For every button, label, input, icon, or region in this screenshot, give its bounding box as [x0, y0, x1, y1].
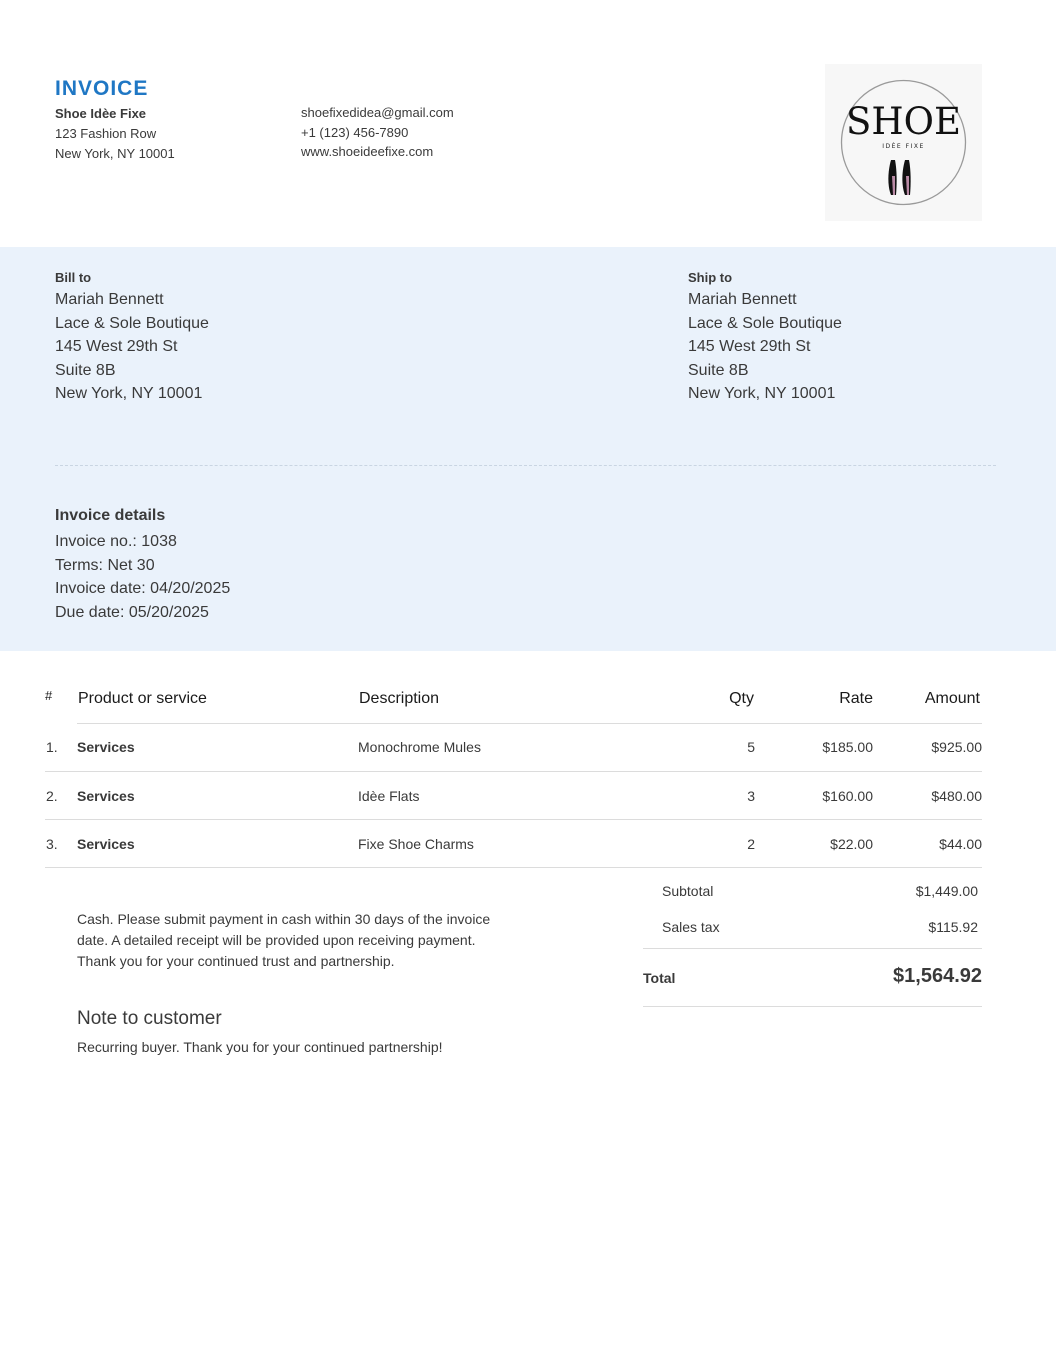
row-rate: $160.00 — [822, 788, 873, 804]
row-description: Fixe Shoe Charms — [358, 836, 474, 852]
total-value: $1,564.92 — [893, 965, 982, 987]
bill-to-block — [55, 270, 209, 406]
company-email: shoefixedidea@gmail.com — [301, 105, 454, 120]
total-top-rule — [643, 948, 982, 949]
column-header-description: Description — [359, 690, 440, 707]
company-logo — [825, 64, 982, 221]
bill-to-line: Suite 8B — [55, 361, 116, 379]
ship-to-label: Ship to — [688, 270, 733, 285]
column-header-amount: Amount — [924, 690, 980, 707]
row-amount: $925.00 — [931, 739, 982, 755]
logo-graphic — [825, 64, 982, 221]
heels-icon — [888, 160, 910, 195]
note-to-customer-text: Recurring buyer. Thank you for your continued partnership! — [77, 1039, 443, 1055]
row-rate: $185.00 — [822, 739, 873, 755]
header-rule — [77, 723, 982, 724]
row-rule — [45, 771, 982, 772]
row-description: Idèe Flats — [358, 788, 420, 804]
invoice-date: Invoice date: 04/20/2025 — [55, 580, 231, 597]
bill-to-line: Lace & Sole Boutique — [55, 314, 209, 332]
row-number: 2. — [46, 788, 58, 804]
dashed-divider — [55, 465, 996, 466]
row-amount: $44.00 — [939, 836, 982, 852]
row-description: Monochrome Mules — [358, 739, 481, 755]
bill-to-line: Mariah Bennett — [55, 291, 164, 308]
invoice-terms: Terms: Net 30 — [55, 556, 155, 574]
payment-memo: Cash. Please submit payment in cash within 30 days of the invoice date. A detailed receipt will be provided upon receiving payment. Thank you for your continued trust and partnership. — [77, 911, 491, 969]
sales-tax-value: $115.92 — [928, 919, 978, 935]
column-header-number: # — [45, 688, 53, 703]
row-product: Services — [77, 739, 135, 755]
company-website: www.shoeideefixe.com — [301, 144, 434, 159]
company-phone: +1 (123) 456-7890 — [301, 124, 409, 140]
invoice-title: INVOICE — [55, 77, 149, 100]
logo-subtext: IDÈE FIXE — [882, 143, 925, 150]
subtotal-value: $1,449.00 — [915, 883, 978, 899]
row-qty: 2 — [747, 836, 755, 852]
subtotal-label: Subtotal — [662, 883, 714, 899]
ship-to-block — [688, 270, 842, 406]
column-header-rate: Rate — [839, 690, 873, 707]
ship-to-line: New York, NY 10001 — [688, 385, 836, 402]
column-header-qty: Qty — [729, 690, 754, 707]
ship-to-line: 145 West 29th St — [688, 338, 811, 355]
row-number: 3. — [46, 836, 58, 852]
logo-text: SHOE — [846, 100, 961, 143]
total-label: Total — [643, 970, 676, 986]
company-name: Shoe Idèe Fixe — [55, 106, 147, 121]
company-address-line2: New York, NY 10001 — [55, 145, 175, 161]
due-date: Due date: 05/20/2025 — [55, 603, 209, 621]
row-product: Services — [77, 788, 135, 804]
bill-to-line: New York, NY 10001 — [55, 385, 203, 402]
company-address-line1: 123 Fashion Row — [55, 126, 157, 141]
column-header-product: Product or service — [78, 690, 207, 707]
row-rate: $22.00 — [830, 836, 873, 852]
bill-to-label: Bill to — [55, 270, 92, 285]
row-qty: 3 — [747, 788, 755, 804]
company-contact — [301, 103, 454, 162]
ship-to-line: Mariah Bennett — [688, 291, 797, 308]
table-bottom-rule — [45, 867, 982, 868]
row-amount: $480.00 — [931, 788, 982, 804]
invoice-details — [55, 530, 230, 624]
row-number: 1. — [46, 739, 58, 755]
ship-to-line: Lace & Sole Boutique — [688, 314, 842, 332]
ship-to-line: Suite 8B — [688, 361, 749, 379]
note-to-customer-title: Note to customer — [77, 1008, 222, 1029]
invoice-details-title: Invoice details — [55, 507, 166, 524]
total-bottom-rule — [643, 1006, 982, 1007]
row-product: Services — [77, 836, 135, 852]
invoice-number: Invoice no.: 1038 — [55, 533, 177, 550]
row-qty: 5 — [747, 739, 755, 755]
row-rule — [45, 819, 982, 820]
company-address — [55, 124, 175, 163]
bill-to-line: 145 West 29th St — [55, 338, 178, 355]
sales-tax-label: Sales tax — [662, 919, 720, 935]
